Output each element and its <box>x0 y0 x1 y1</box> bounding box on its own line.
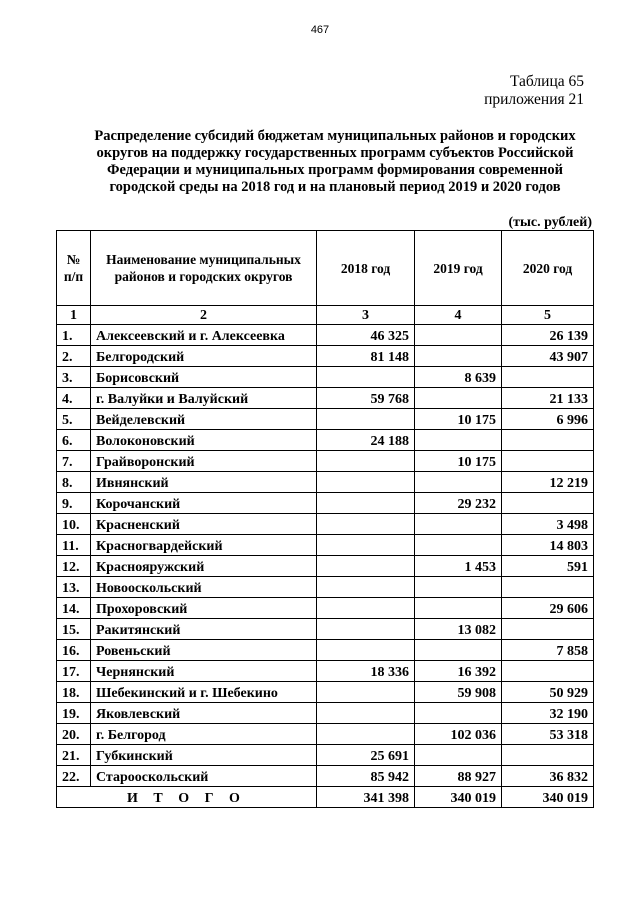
value-2019 <box>415 514 502 535</box>
value-2018 <box>317 556 415 577</box>
value-2020 <box>502 661 594 682</box>
district-name: Красногвардейский <box>91 535 317 556</box>
title-line: городской среды на 2018 год и на плановый период 2019 и 2020 годов <box>109 179 561 195</box>
table-row <box>57 346 594 367</box>
total-label: И Т О Г О <box>57 787 317 808</box>
value-2020 <box>502 367 594 388</box>
value-2018 <box>317 577 415 598</box>
value-2018 <box>317 682 415 703</box>
value-2020: 21 133 <box>502 388 594 409</box>
page-number: 467 <box>310 24 330 36</box>
district-name: Борисовский <box>91 367 317 388</box>
district-name: Чернянский <box>91 661 317 682</box>
table-row <box>57 703 594 724</box>
value-2019 <box>415 598 502 619</box>
district-name: Краснояружский <box>91 556 317 577</box>
title-line: округов на поддержку государственных программ субъектов Российской <box>96 145 574 161</box>
value-2018: 24 188 <box>317 430 415 451</box>
value-2018: 25 691 <box>317 745 415 766</box>
row-number: 4. <box>57 388 91 409</box>
value-2020: 3 498 <box>502 514 594 535</box>
title-line: Распределение субсидий бюджетам муниципальных районов и городских <box>94 128 576 144</box>
table-row <box>57 493 594 514</box>
value-2019: 102 036 <box>415 724 502 745</box>
header-name: Наименование муниципальных районов и городских округов <box>91 231 317 306</box>
value-2019 <box>415 640 502 661</box>
value-2020 <box>502 619 594 640</box>
value-2019 <box>415 346 502 367</box>
district-name: Волоконовский <box>91 430 317 451</box>
value-2019 <box>415 745 502 766</box>
district-name: Ровеньский <box>91 640 317 661</box>
row-number: 22. <box>57 766 91 787</box>
value-2020 <box>502 745 594 766</box>
value-2018: 59 768 <box>317 388 415 409</box>
value-2020: 7 858 <box>502 640 594 661</box>
table-row <box>57 388 594 409</box>
value-2020 <box>502 430 594 451</box>
value-2018 <box>317 619 415 640</box>
row-number: 21. <box>57 745 91 766</box>
value-2020: 6 996 <box>502 409 594 430</box>
value-2018 <box>317 535 415 556</box>
total-2019: 340 019 <box>415 787 502 808</box>
value-2020: 50 929 <box>502 682 594 703</box>
value-2018 <box>317 640 415 661</box>
district-name: г. Белгород <box>91 724 317 745</box>
value-2020: 53 318 <box>502 724 594 745</box>
table-row <box>57 430 594 451</box>
value-2019 <box>415 388 502 409</box>
value-2019 <box>415 577 502 598</box>
total-row <box>57 787 594 808</box>
value-2018: 85 942 <box>317 766 415 787</box>
district-name: Шебекинский и г. Шебекино <box>91 682 317 703</box>
row-number: 6. <box>57 430 91 451</box>
value-2020: 12 219 <box>502 472 594 493</box>
caption-table-number: Таблица 65 <box>509 73 584 90</box>
column-number: 1 <box>57 306 91 325</box>
caption-appendix: приложения 21 <box>484 91 584 108</box>
district-name: г. Валуйки и Валуйский <box>91 388 317 409</box>
column-number: 5 <box>502 306 594 325</box>
row-number: 20. <box>57 724 91 745</box>
table-row <box>57 745 594 766</box>
district-name: Ивнянский <box>91 472 317 493</box>
value-2018 <box>317 703 415 724</box>
value-2019: 1 453 <box>415 556 502 577</box>
value-2020: 591 <box>502 556 594 577</box>
district-name: Грайворонский <box>91 451 317 472</box>
row-number: 11. <box>57 535 91 556</box>
value-2018 <box>317 493 415 514</box>
value-2019: 10 175 <box>415 409 502 430</box>
total-2018: 341 398 <box>317 787 415 808</box>
table-row <box>57 598 594 619</box>
row-number: 9. <box>57 493 91 514</box>
value-2020 <box>502 493 594 514</box>
value-2019: 16 392 <box>415 661 502 682</box>
value-2018 <box>317 409 415 430</box>
value-2018 <box>317 598 415 619</box>
row-number: 10. <box>57 514 91 535</box>
district-name: Новооскольский <box>91 577 317 598</box>
table-row <box>57 451 594 472</box>
value-2018: 46 325 <box>317 325 415 346</box>
value-2019: 13 082 <box>415 619 502 640</box>
row-number: 2. <box>57 346 91 367</box>
value-2020 <box>502 577 594 598</box>
district-name: Губкинский <box>91 745 317 766</box>
row-number: 1. <box>57 325 91 346</box>
table-row <box>57 325 594 346</box>
value-2019: 10 175 <box>415 451 502 472</box>
table-row <box>57 724 594 745</box>
column-number: 3 <box>317 306 415 325</box>
value-2018 <box>317 367 415 388</box>
value-2019 <box>415 430 502 451</box>
row-number: 19. <box>57 703 91 724</box>
row-number: 3. <box>57 367 91 388</box>
header-num: № п/п <box>57 231 91 306</box>
value-2020 <box>502 451 594 472</box>
row-number: 17. <box>57 661 91 682</box>
table-row <box>57 472 594 493</box>
district-name: Прохоровский <box>91 598 317 619</box>
title-line: Федерации и муниципальных программ формирования современной <box>107 162 563 178</box>
row-number: 16. <box>57 640 91 661</box>
table-row <box>57 409 594 430</box>
table-row <box>57 367 594 388</box>
table-row <box>57 766 594 787</box>
value-2020: 32 190 <box>502 703 594 724</box>
district-name: Ракитянский <box>91 619 317 640</box>
value-2020: 14 803 <box>502 535 594 556</box>
table-row <box>57 577 594 598</box>
value-2020: 43 907 <box>502 346 594 367</box>
column-number-row <box>57 306 594 325</box>
table-row <box>57 619 594 640</box>
district-name: Яковлевский <box>91 703 317 724</box>
value-2019 <box>415 703 502 724</box>
value-2020: 36 832 <box>502 766 594 787</box>
row-number: 14. <box>57 598 91 619</box>
value-2019: 8 639 <box>415 367 502 388</box>
value-2018 <box>317 472 415 493</box>
value-2018: 81 148 <box>317 346 415 367</box>
table-row <box>57 514 594 535</box>
row-number: 12. <box>57 556 91 577</box>
value-2019: 59 908 <box>415 682 502 703</box>
table-row <box>57 640 594 661</box>
table-row <box>57 682 594 703</box>
header-row <box>57 231 594 306</box>
value-2019: 29 232 <box>415 493 502 514</box>
district-name: Красненский <box>91 514 317 535</box>
value-2020: 29 606 <box>502 598 594 619</box>
value-2018 <box>317 514 415 535</box>
header-2018: 2018 год <box>317 231 415 306</box>
column-number: 4 <box>415 306 502 325</box>
row-number: 8. <box>57 472 91 493</box>
value-2018 <box>317 724 415 745</box>
district-name: Вейделевский <box>91 409 317 430</box>
total-2020: 340 019 <box>502 787 594 808</box>
units-label: (тыс. рублей) <box>508 215 592 230</box>
value-2019: 88 927 <box>415 766 502 787</box>
row-number: 7. <box>57 451 91 472</box>
value-2020: 26 139 <box>502 325 594 346</box>
value-2019 <box>415 535 502 556</box>
value-2018 <box>317 451 415 472</box>
subsidy-table <box>56 230 594 808</box>
document-title <box>70 128 600 196</box>
value-2019 <box>415 472 502 493</box>
table-row <box>57 535 594 556</box>
row-number: 18. <box>57 682 91 703</box>
district-name: Алексеевский и г. Алексеевка <box>91 325 317 346</box>
district-name: Белгородский <box>91 346 317 367</box>
value-2018: 18 336 <box>317 661 415 682</box>
table-row <box>57 556 594 577</box>
district-name: Старооскольский <box>91 766 317 787</box>
district-name: Корочанский <box>91 493 317 514</box>
table-caption <box>484 73 584 109</box>
header-2019: 2019 год <box>415 231 502 306</box>
value-2019 <box>415 325 502 346</box>
column-number: 2 <box>91 306 317 325</box>
table-row <box>57 661 594 682</box>
row-number: 13. <box>57 577 91 598</box>
row-number: 5. <box>57 409 91 430</box>
row-number: 15. <box>57 619 91 640</box>
header-2020: 2020 год <box>502 231 594 306</box>
